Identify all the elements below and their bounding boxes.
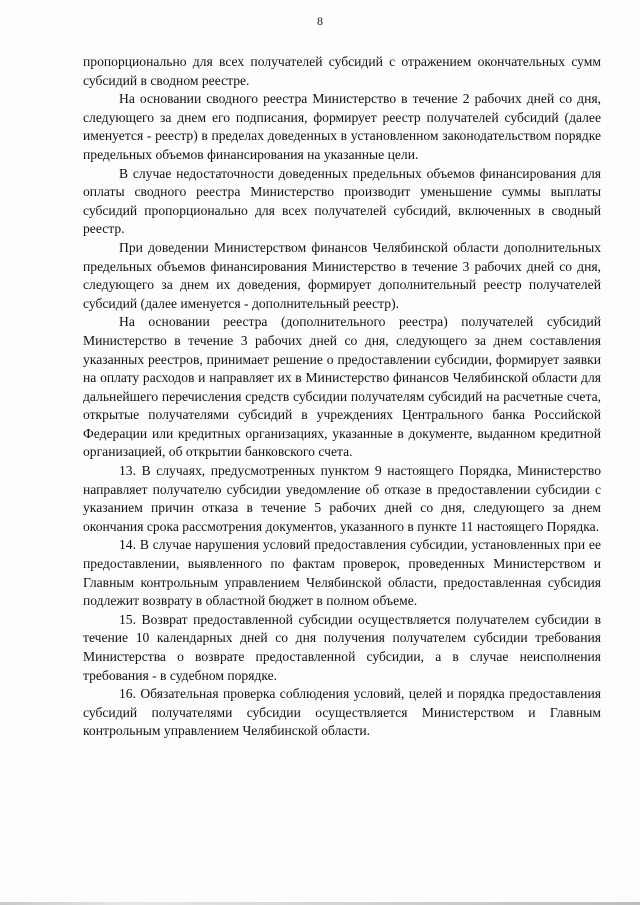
paragraph-item-16: 16. Обязательная проверка соблюдения условий, целей и порядка предоставления субсидий получателями субсидии осуществляется Министерством и Главным контрольным управлением Челябинской области.: [83, 686, 601, 739]
paragraph-item-13: 13. В случаях, предусмотренных пунктом 9 настоящего Порядка, Министерство направляет получателю субсидии уведомление об отказе в предоставлении субсидии с указанием причин отказа в течение 5 рабочих дней со дня, следующего за днем окончания срока рассмотрения документов, указанного в пункте 11 настоящего Порядка.: [83, 463, 601, 534]
document-body: [83, 53, 601, 741]
paragraph-insufficient-funding: В случае недостаточности доведенных предельных объемов финансирования для оплаты сводного реестра Министерство производит уменьшение суммы выплаты субсидий пропорционально для всех получателей субсидий, включенных в сводный реестр.: [83, 165, 601, 237]
paragraph-item-14: 14. В случае нарушения условий предоставления субсидии, установленных при ее предоставлении, выявленного по фактам проверок, проведенных Министерством и Главным контрольным управлением Челябинской области, предоставленная субсидия подлежит возврату в областной бюджет в полном объеме.: [83, 537, 601, 609]
page-number: 8: [317, 14, 323, 28]
paragraph-item-15: 15. Возврат предоставленной субсидии осуществляется получателем субсидии в течение 10 календарных дней со дня получения получателем субсидии требования Министерства о возврате предоставленной субсидии, а в случае неисполнения требования - в судебном порядке.: [83, 611, 601, 683]
paragraph-subsidy-decision: На основании реестра (дополнительного реестра) получателей субсидий Министерство в течение 3 рабочих дней со дня, следующего за днем составления указанных реестров, принимает решение о предоставлении субсидии, формирует заявки на оплату расходов и направляет их в Министерство финансов Челябинской области для дальнейшего перечисления средств субсидии получателям субсидий на расчетные счета, открытые получателями субсидий в учреждениях Центрального банка Российской Федерации или кредитных организациях, указанные в документе, выданном кредитной организацией, об открытии банковского счета.: [83, 314, 601, 460]
paragraph-consolidated-registry: На основании сводного реестра Министерство в течение 2 рабочих дней со дня, следующего за днем его подписания, формирует реестр получателей субсидий (далее именуется - реестр) в пределах доведенных в установленном законодательством порядке предельных объемов финансирования на указанные цели.: [83, 91, 601, 162]
paragraph-continuation: пропорционально для всех получателей субсидий с отражением окончательных сумм субсидий в сводном реестре.: [83, 54, 601, 88]
paragraph-additional-funding: При доведении Министерством финансов Челябинской области дополнительных предельных объемов финансирования Министерство в течение 3 рабочих дней со дня, следующего за днем их доведения, формирует дополнительный реестр получателей субсидий (далее именуется - дополнительный реестр).: [83, 239, 601, 311]
